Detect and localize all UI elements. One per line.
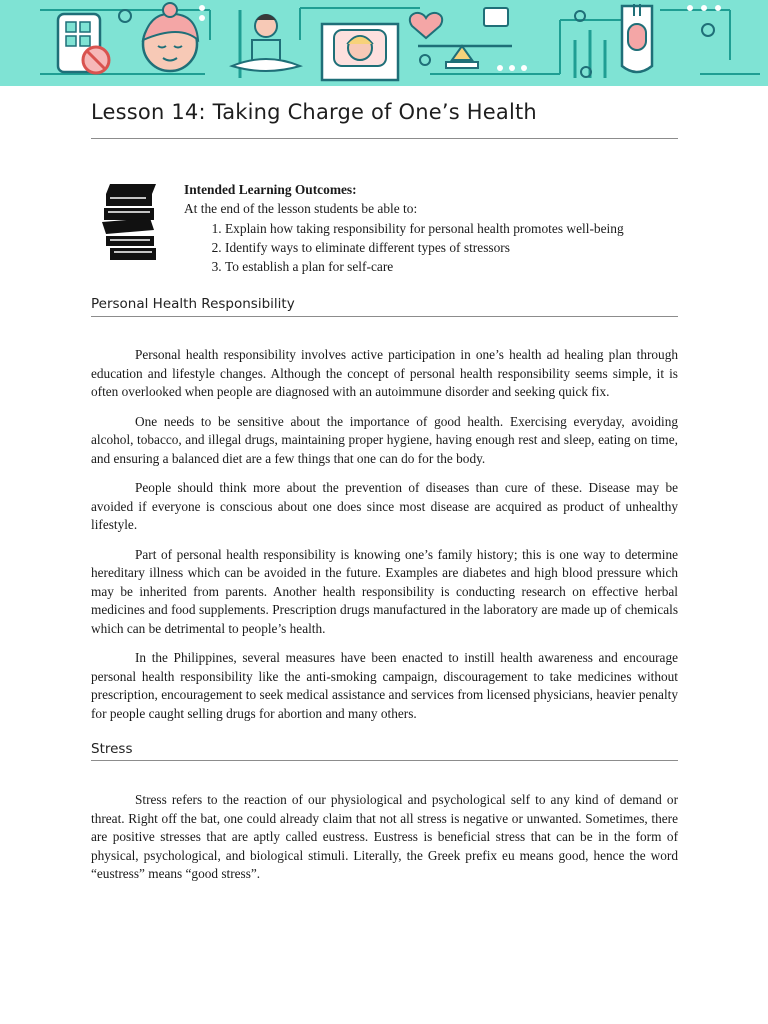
section-title-stress: Stress xyxy=(91,741,133,757)
paragraph: Stress refers to the reaction of our physiological and psychological self to any kind of demand or threat. Right off the bat, one could already claim that not all stress is negative or unwanted. Sometimes, there are positive stresses that are aptly called eustress. Eustress is beneficial stress that can be in the form of physical, psychological, and biological stimuli. Literally, the Greek prefix eu means good, hence the word “eustress” means “good stress”. xyxy=(91,792,678,881)
outcome-item: 1. Explain how taking responsibility for personal health promotes well-being xyxy=(225,219,684,238)
outcomes-heading: Intended Learning Outcomes: xyxy=(184,182,357,197)
manicure-hand-icon xyxy=(622,4,652,72)
paragraph: Part of personal health responsibility is knowing one’s family history; this is one way to determine hereditary illness which can be avoided in the future. Examples are diabetes and high blood pressure which may be inherited from parents. Another health responsibility is conducting research on effective herbal medicines and food supplements. Prescription drugs manufactured in the laboratory are made up of chemicals which can be detrimental to people’s health. xyxy=(91,546,678,636)
banner-illustration xyxy=(0,0,768,86)
section-divider xyxy=(91,316,678,317)
outcome-item: 2. Identify ways to eliminate different types of stressors xyxy=(225,238,684,257)
paragraph: People should think more about the prevention of diseases than cure of these. Disease may be avoided if everyone is conscious about one does since most disease are acquired as product of unhealthy lifestyle. xyxy=(91,480,678,532)
section-divider xyxy=(91,760,678,761)
outcomes-intro: At the end of the lesson students be able to: xyxy=(184,201,418,217)
heart-balance-icon xyxy=(410,8,512,68)
paragraph: Personal health responsibility involves active participation in one’s health ad healing plan through education and lifestyle changes. Although the concept of personal health responsibility seems simple, it is often overlooked when people are diagnosed with an autoimmune disorder and seeking quick fix. xyxy=(91,347,678,399)
title-divider xyxy=(91,138,678,139)
paragraph: In the Philippines, several measures have been enacted to instill health awareness and encourage personal health responsibility like the anti-smoking campaign, discouragement to take medicines without prescription, encouragement to seek medical assistance and services from licensed physicians, heavier penalty for people caught selling drugs for abortion and many others. xyxy=(91,650,678,721)
learning-outcomes xyxy=(184,180,684,276)
phone-blocked-icon xyxy=(58,14,109,73)
header-banner xyxy=(0,0,768,86)
personal-health-body xyxy=(91,346,678,734)
stress-body xyxy=(91,791,678,895)
outcome-item: 3. To establish a plan for self-care xyxy=(225,257,684,276)
outcomes-list xyxy=(184,219,684,277)
paragraph: One needs to be sensitive about the importance of good health. Exercising everyday, avoiding alcohol, tobacco, and illegal drugs, maintaining proper hygiene, having enough rest and sleep, eating on time, and ensuring a balanced diet are a few things that one can do for the body. xyxy=(91,413,678,466)
meditating-person-icon xyxy=(232,14,300,71)
page-title: Lesson 14: Taking Charge of One’s Health xyxy=(91,100,537,124)
woman-face-icon xyxy=(143,3,198,71)
section-title-personal-health: Personal Health Responsibility xyxy=(91,296,295,312)
books-icon xyxy=(100,184,160,260)
sleeping-person-icon xyxy=(322,24,398,80)
